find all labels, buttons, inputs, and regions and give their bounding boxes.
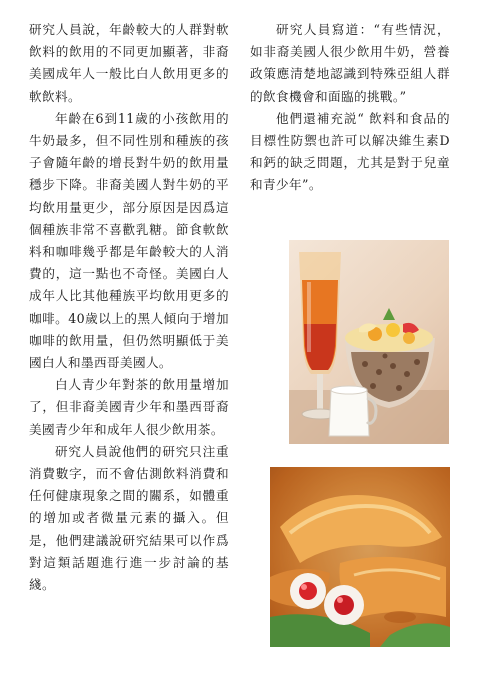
paragraph-tea: 白人青少年對茶的飲用量增加了，但非裔美國青少年和墨西哥裔美國青少年和成年人很少飲用茶。 — [29, 377, 229, 437]
chicken-dish-photo — [270, 467, 450, 647]
paragraph-milk-coffee: 年齡在6到11歲的小孩飲用的牛奶最多，但不同性別和種族的孩子會隨年齡的增長對牛奶的飲用量穩步下降。非裔美國人對牛奶的平均飲用量更少，部分原因是因爲這個種族非常不喜歡乳糖。節食軟飲料和咖啡幾乎都是年齡較大的人消費的，這一點也不奇怪。美國白人成年人比其他種族平均飲用更多的咖啡。40歲以上的黑人傾向于增加咖啡的飲用量，但仍然明顯低于美國白人和墨西哥美國人。 — [29, 110, 229, 371]
paragraph-nutrition-policy: 研究人員寫道：“有些情況，如非裔美國人很少飲用牛奶，營養政策應清楚地認識到特殊亞組人群的飲食機會和面臨的挑戰。” — [250, 22, 450, 104]
paragraph-vitamin-calcium: 他們還補充説“ 飲料和食品的目標性防禦也許可以解决維生素D和鈣的缺乏問題，尤其是對于兒童和青少年”。 — [250, 110, 450, 193]
left-column — [29, 19, 229, 596]
paragraph-research-scope: 研究人員說他們的研究只注重消費數字，而不會估測飲料消費和任何健康現象之間的關系，如體重的增加或者微量元素的攝入。但是，他們建議說研究結果可以作爲對這類話題進行進一步討論的基綫。 — [29, 443, 229, 593]
right-column — [250, 19, 450, 197]
paragraph-soft-drinks: 研究人員說，年齡較大的人群對軟飲料的飲用的不同更加顯著，非裔美國成年人一般比白人飲用更多的軟飲料。 — [29, 22, 229, 104]
drinks-dessert-photo — [289, 240, 449, 444]
